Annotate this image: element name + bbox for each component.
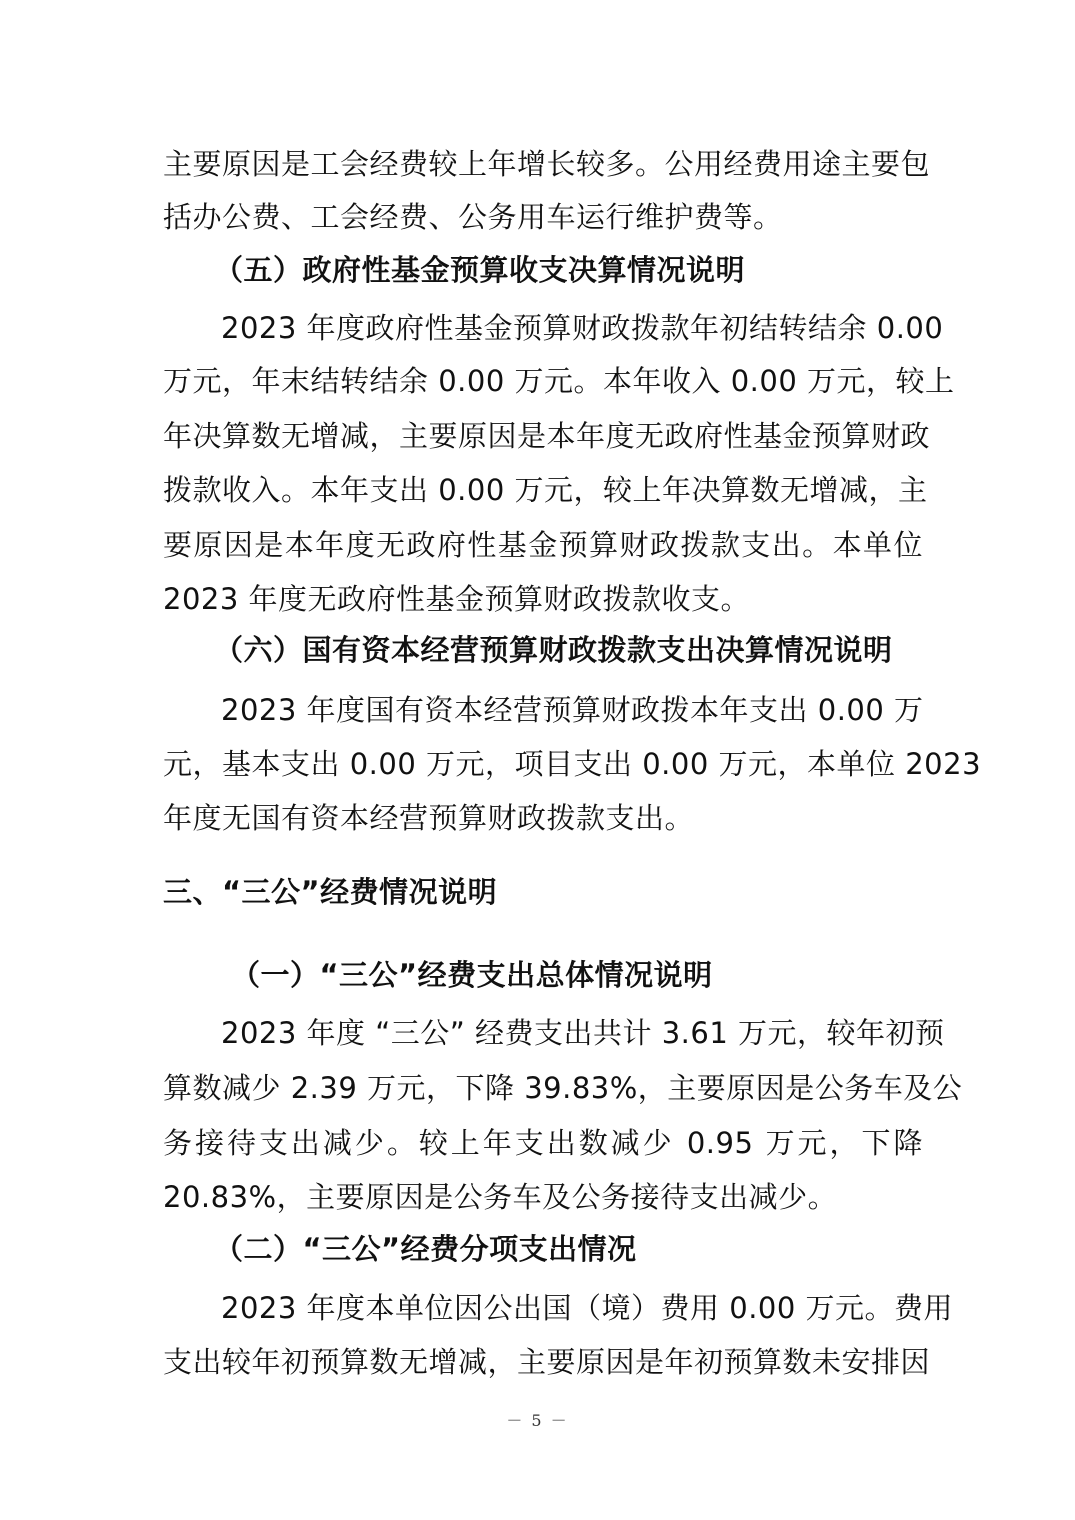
paragraph-line: 2023 年度政府性基金预算财政拨款年初结转结余 0.00 xyxy=(221,311,944,345)
paragraph-line: 要原因是本年度无政府性基金预算财政拨款支出。本单位 xyxy=(163,528,923,562)
paragraph-line: 年决算数无增减，主要原因是本年度无政府性基金预算财政 xyxy=(163,419,931,453)
page-number: － 5 － xyxy=(506,1411,569,1430)
chapter-heading: 三、“三公”经费情况说明 xyxy=(163,875,498,909)
paragraph-line: 2023 年度国有资本经营预算财政拨本年支出 0.00 万 xyxy=(221,693,924,727)
paragraph-line: 支出较年初预算数无增减，主要原因是年初预算数未安排因 xyxy=(163,1345,931,1379)
paragraph-line: 年度无国有资本经营预算财政拨款支出。 xyxy=(163,801,695,835)
paragraph-line: 主要原因是工会经费较上年增长较多。公用经费用途主要包 xyxy=(163,147,931,181)
section-heading: （二）“三公”经费分项支出情况 xyxy=(214,1232,637,1266)
paragraph-line: 2023 年度本单位因公出国（境）费用 0.00 万元。费用 xyxy=(221,1291,954,1325)
paragraph-line: 20.83%，主要原因是公务车及公务接待支出减少。 xyxy=(163,1180,838,1214)
section-heading: （一）“三公”经费支出总体情况说明 xyxy=(231,958,713,992)
paragraph-line: 万元，年末结转结余 0.00 万元。本年收入 0.00 万元，较上 xyxy=(163,364,955,398)
paragraph-line: 元，基本支出 0.00 万元，项目支出 0.00 万元，本单位 2023 xyxy=(163,747,982,781)
paragraph-line: 括办公费、工会经费、公务用车运行维护费等。 xyxy=(163,200,783,234)
section-heading: （六）国有资本经营预算财政拨款支出决算情况说明 xyxy=(214,633,893,667)
paragraph-line: 2023 年度无政府性基金预算财政拨款收支。 xyxy=(163,582,751,616)
paragraph-line: 2023 年度 “三公” 经费支出共计 3.61 万元，较年初预 xyxy=(221,1016,945,1050)
paragraph-line: 拨款收入。本年支出 0.00 万元，较上年决算数无增减，主 xyxy=(163,473,928,507)
section-heading: （五）政府性基金预算收支决算情况说明 xyxy=(214,253,746,287)
paragraph-line: 务接待支出减少。较上年支出数减少 0.95 万元，下降 xyxy=(163,1126,923,1160)
paragraph-line: 算数减少 2.39 万元，下降 39.83%，主要原因是公务车及公 xyxy=(163,1071,963,1105)
